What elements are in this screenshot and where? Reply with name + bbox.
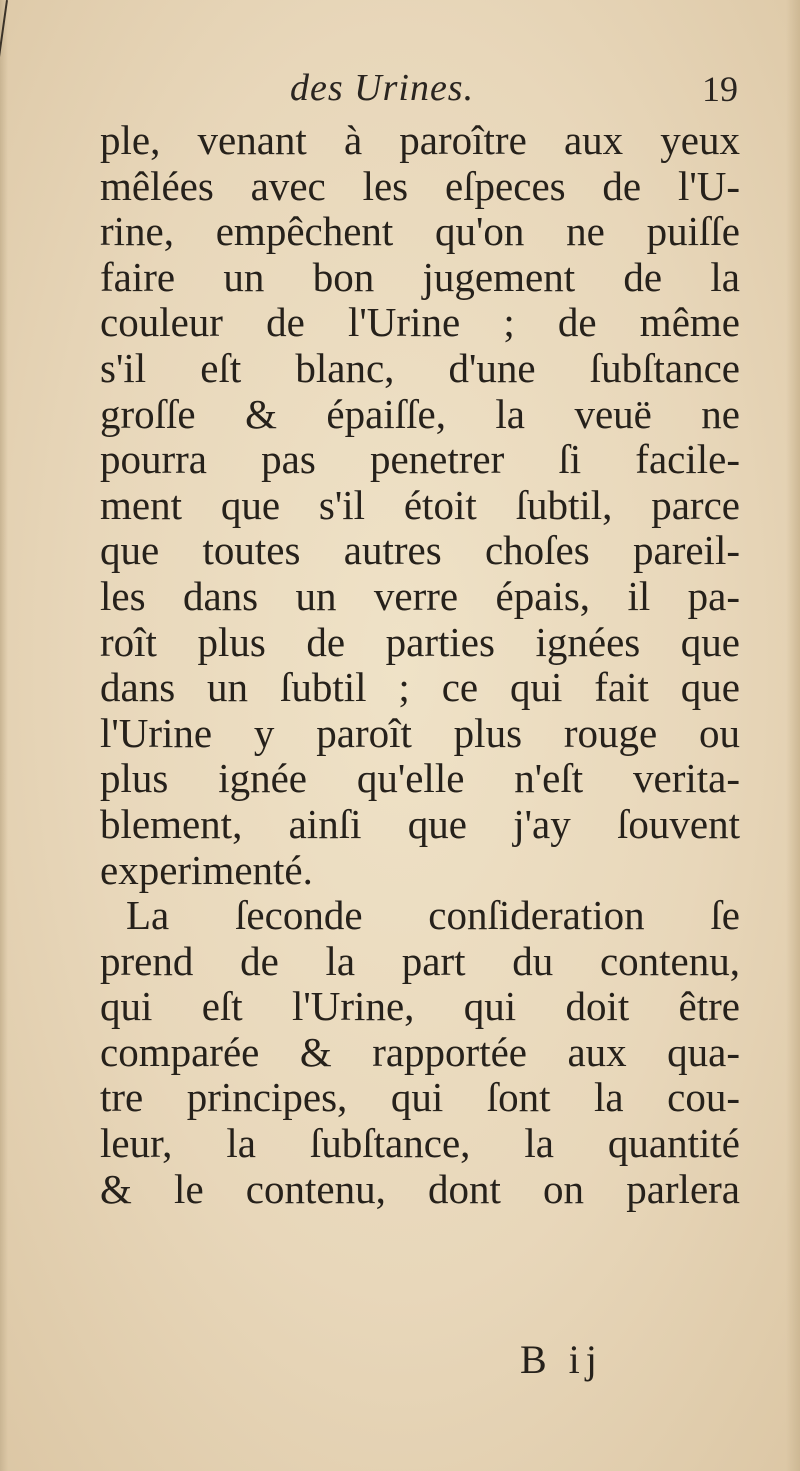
page-number: 19 [702, 69, 738, 109]
text-line: prend de la part du contenu, [100, 937, 740, 984]
text-line: faire un bon jugement de la [100, 253, 740, 300]
text-line: comparée & rapportée aux qua- [100, 1028, 740, 1075]
text-line: couleur de l'Urine ; de même [100, 299, 740, 346]
text-line: les dans un verre épais, il pa- [100, 572, 740, 619]
text-line: mêlées avec les eſpeces de l'U- [100, 162, 740, 209]
text-line: que toutes autres choſes pareil- [100, 527, 740, 574]
signature-mark: B ij [520, 1337, 603, 1382]
text-line: roît plus de parties ignées que [100, 618, 740, 665]
text-line: leur, la ſubſtance, la quantité [100, 1120, 740, 1167]
text-line-paragraph-start: La ſeconde conſideration ſe [126, 892, 740, 939]
text-line: s'il eſt blanc, d'une ſubſtance [100, 344, 740, 391]
text-line: qui eſt l'Urine, qui doit être [100, 983, 740, 1030]
text-line: rine, empêchent qu'on ne puiſſe [100, 208, 740, 255]
text-line: ple, venant à paroître aux yeux [100, 117, 740, 163]
text-line: experimenté. [100, 846, 313, 893]
text-line: l'Urine y paroît plus rouge ou [100, 709, 740, 756]
page-left-edge [0, 0, 8, 1471]
text-line: tre principes, qui ſont la cou- [100, 1074, 740, 1121]
text-line: dans un ſubtil ; ce qui fait que [100, 664, 740, 711]
page-right-edge [786, 0, 800, 1471]
running-title: des Urines. [290, 67, 475, 109]
text-line: & le contenu, dont on parlera [100, 1165, 740, 1212]
text-line: pourra pas penetrer ſi facile- [100, 436, 740, 483]
text-line: blement, ainſi que j'ay ſouvent [100, 800, 740, 847]
text-line: ment que s'il étoit ſubtil, parce [100, 481, 740, 528]
text-line: groſſe & épaiſſe, la veuë ne [100, 390, 740, 437]
body-text [100, 118, 740, 1212]
text-line: plus ignée qu'elle n'eſt verita- [100, 755, 740, 802]
